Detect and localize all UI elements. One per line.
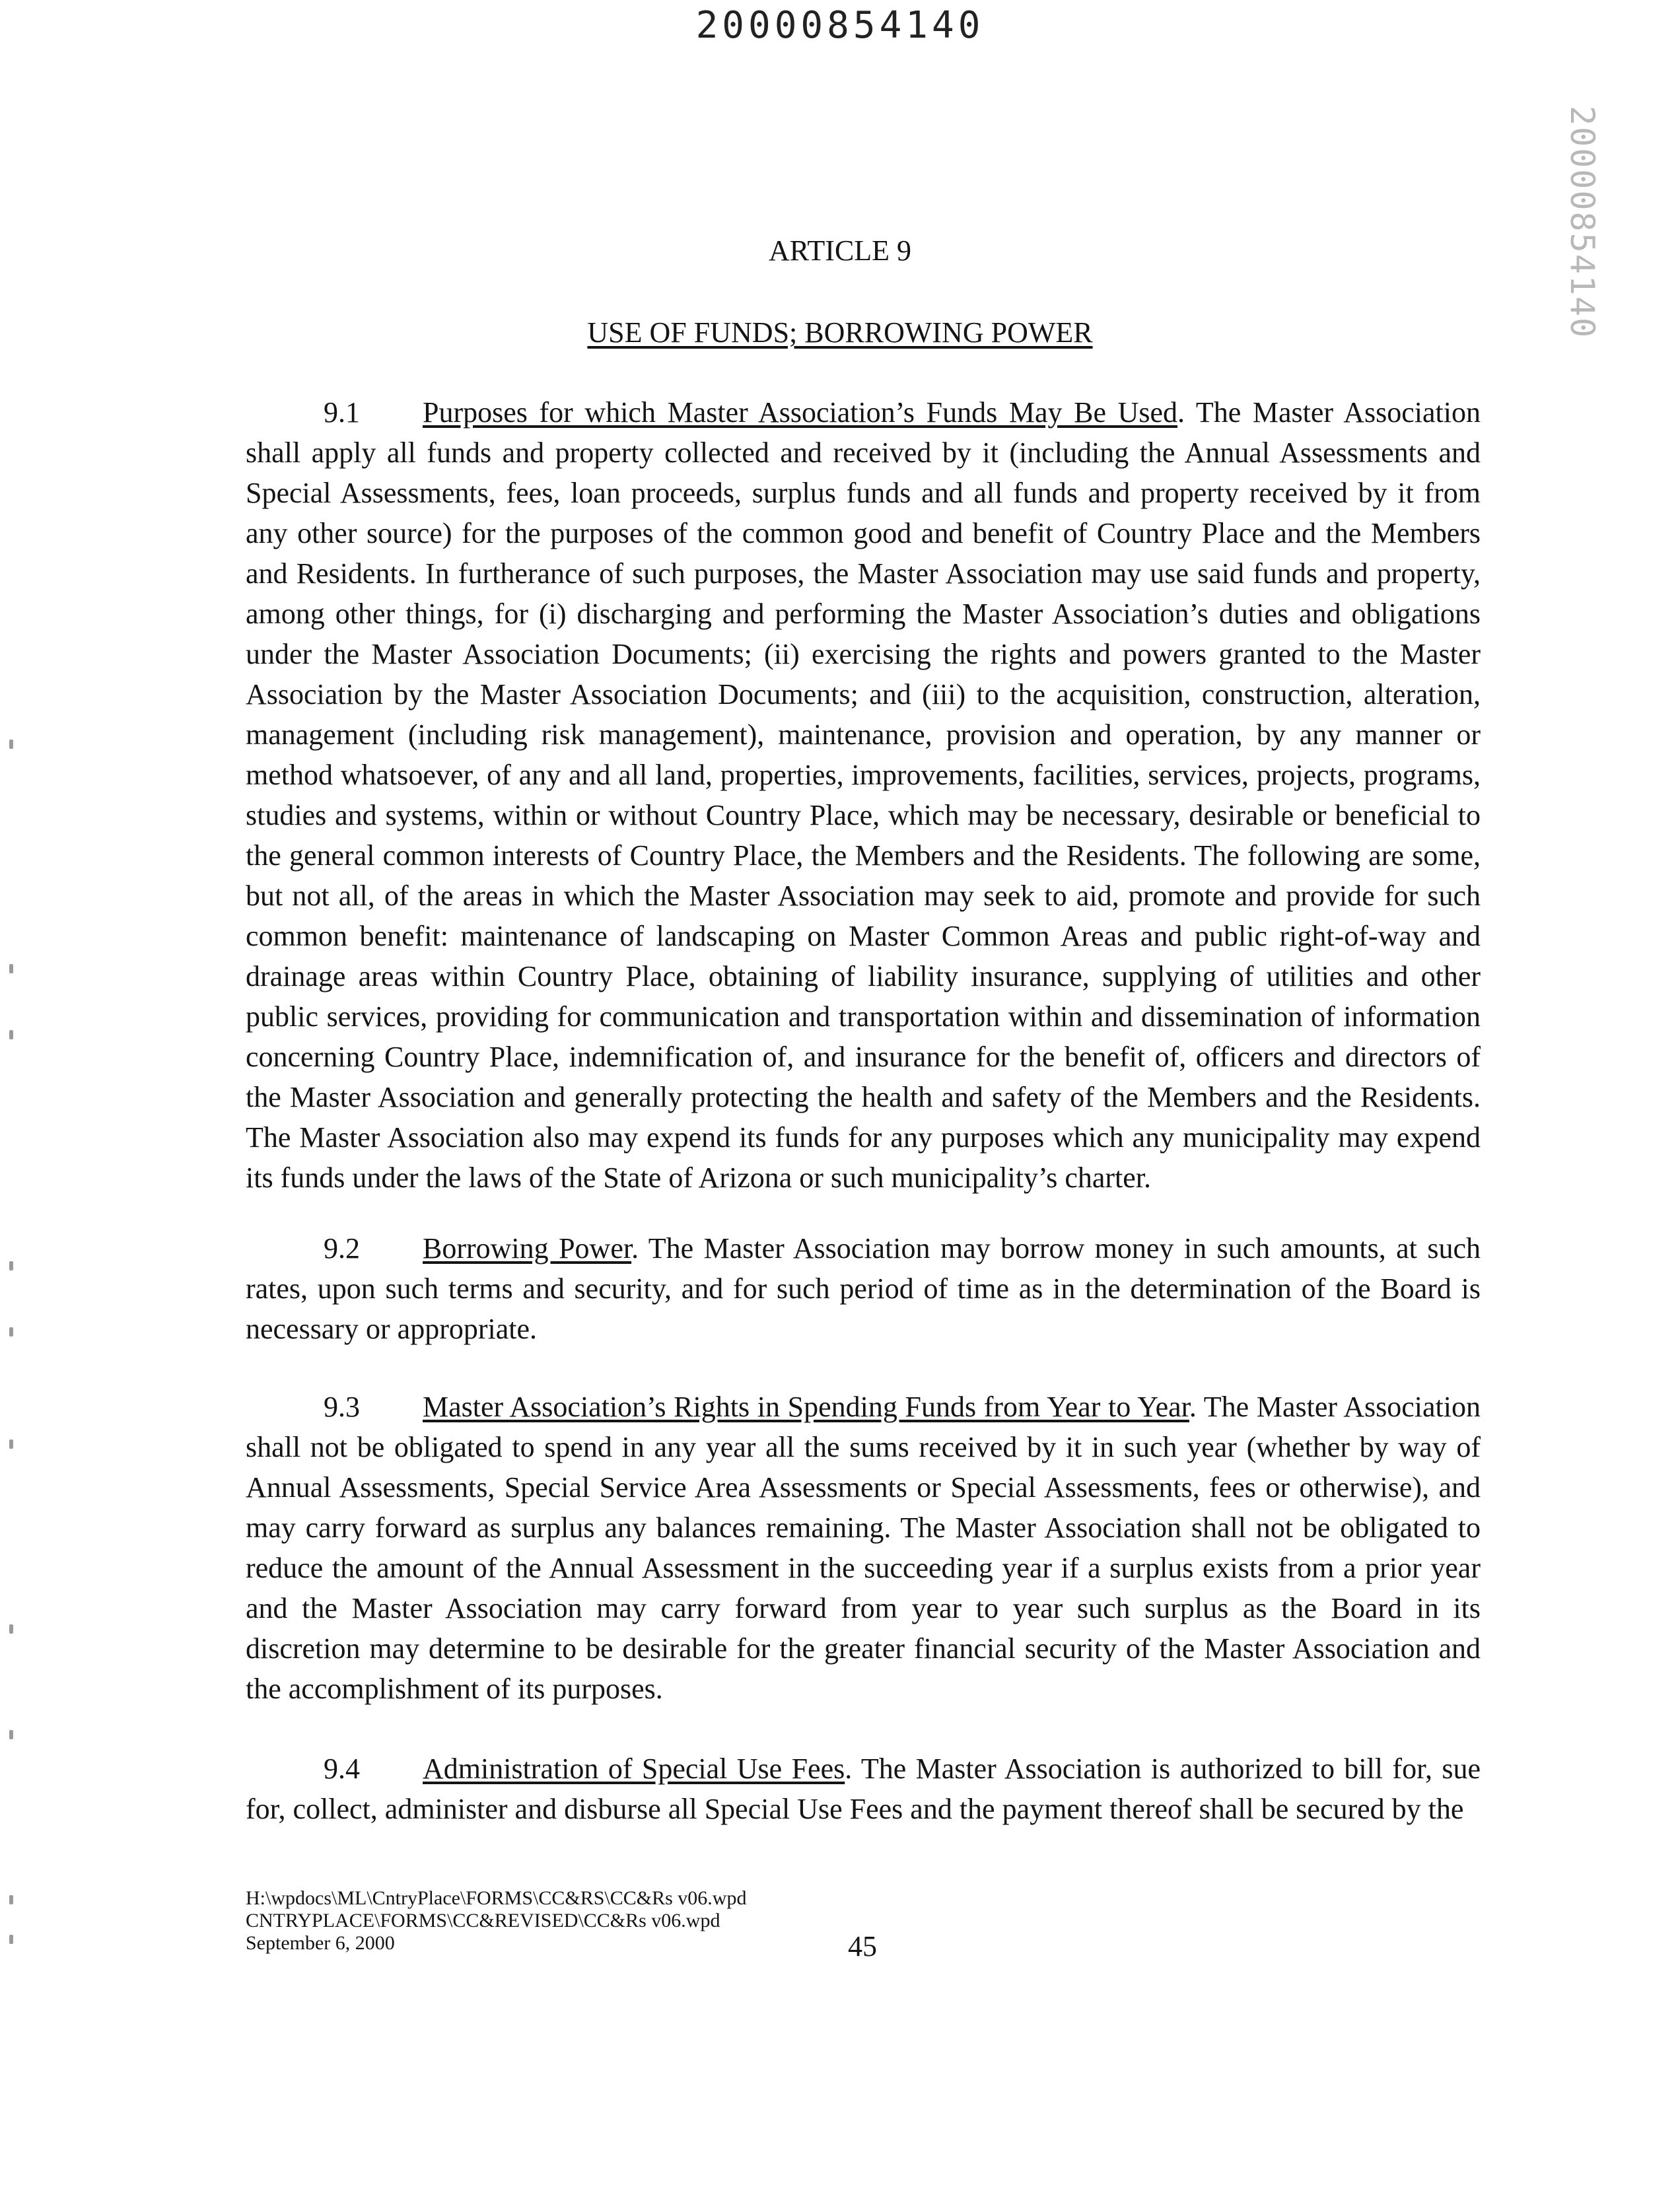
section-title: Administration of Special Use Fees <box>423 1753 845 1785</box>
section-9-1: 9.1 Purposes for which Master Association’s Funds May Be Used. The Master Association shall apply all funds and property collected and received by it (including the Annual Assessments and Special Assessments, fees, loan proceeds, surplus funds and all funds and property received by it from any other source) for the purposes of the common good and benefit of Country Place and the Members and Residents. In furtherance of such purposes, the Master Association may use said funds and property, among other things, for (i) discharging and performing the Master Association’s duties and obligations under the Master Association Documents; (ii) exercising the rights and powers granted to the Master Association by the Master Association Documents; and (iii) to the acquisition, construction, alteration, management (including risk management), maintenance, provision and operation, by any manner or method whatsoever, of any and all land, properties, improvements, facilities, services, projects, programs, studies and systems, within or without Country Place, which may be necessary, desirable or beneficial to the general common interests of Country Place, the Members and the Residents. The following are some, but not all, of the areas in which the Master Association may seek to aid, promote and provide for such common benefit: maintenance of landscaping on Master Common Areas and public right-of-way and drainage areas within Country Place, obtaining of liability insurance, supplying of utilities and other public services, providing for communication and transportation within and dissemination of information concerning Country Place, indemnification of, and insurance for the benefit of, officers and directors of the Master Association and generally protecting the health and safety of the Members and the Residents. The Master Association also may expend its funds for any purposes which any municipality may expend its funds under the laws of the State of Arizona or such municipality’s charter. <box>246 392 1481 1198</box>
scan-speck <box>9 1440 13 1449</box>
footer-path-1: H:\wpdocs\ML\CntryPlace\FORMS\CC&RS\CC&Rs v06.wpd <box>246 1887 747 1909</box>
scan-speck <box>9 1730 13 1739</box>
section-text: The Master Association shall not be obligated to spend in any year all the sums received by it in such year (whether by way of Annual Assessments, Special Service Area Assessments or Special Assessments, fees or otherwise), and may carry forward as surplus any balances remaining. The Master Association shall not be obligated to reduce the amount of the Annual Assessment in the succeeding year if a surplus exists from a prior year and the Master Association may carry forward from year to year such surplus as the Board in its discretion may determine to be desirable for the greater financial security of the Master Association and the accomplishment of its purposes. <box>246 1391 1481 1705</box>
page-number: 45 <box>848 1930 877 1962</box>
footer <box>246 1887 746 1955</box>
section-number: 9.2 <box>324 1232 360 1265</box>
section-number: 9.4 <box>324 1753 360 1785</box>
document-number: 20000854140 <box>695 4 985 47</box>
section-title: Purposes for which Master Association’s Funds May Be Used <box>423 396 1178 429</box>
section-title: Borrowing Power <box>423 1232 632 1265</box>
scan-speck <box>9 1327 13 1336</box>
side-stamp-text: 20000854140 <box>1563 106 1601 339</box>
section-number: 9.1 <box>324 396 360 429</box>
section-number: 9.3 <box>324 1391 360 1423</box>
section-text: The Master Association is authorized to bill for, sue for, collect, administer and disburse all Special Use Fees and the payment thereof shall be secured by the <box>246 1753 1481 1825</box>
section-9-3: 9.3 Master Association’s Rights in Spending Funds from Year to Year. The Master Association shall not be obligated to spend in any year all the sums received by it in such year (whether by way of Annual Assessments, Special Service Area Assessments or Special Assessments, fees or otherwise), and may carry forward as surplus any balances remaining. The Master Association shall not be obligated to reduce the amount of the Annual Assessment in the succeeding year if a surplus exists from a prior year and the Master Association may carry forward from year to year such surplus as the Board in its discretion may determine to be desirable for the greater financial security of the Master Association and the accomplishment of its purposes. <box>246 1387 1481 1709</box>
section-text: The Master Association shall apply all funds and property collected and received by it (including the Annual Assessments and Special Assessments, fees, loan proceeds, surplus funds and all funds and property received by it from any other source) for the purposes of the common good and benefit of Country Place and the Members and Residents. In furtherance of such purposes, the Master Association may use said funds and property, among other things, for (i) discharging and performing the Master Association’s duties and obligations under the Master Association Documents; (ii) exercising the rights and powers granted to the Master Association by the Master Association Documents; and (iii) to the acquisition, construction, alteration, management (including risk management), maintenance, provision and operation, by any manner or method whatsoever, of any and all land, properties, improvements, facilities, services, projects, programs, studies and systems, within or without Country Place, which may be necessary, desirable or beneficial to the general common interests of Country Place, the Members and the Residents. The following are some, but not all, of the areas in which the Master Association may seek to aid, promote and provide for such common benefit: maintenance of landscaping on Master Common Areas and public right-of-way and drainage areas within Country Place, obtaining of liability insurance, supplying of utilities and other public services, providing for communication and transportation within and dissemination of information concerning Country Place, indemnification of, and insurance for the benefit of, officers and directors of the Master Association and generally protecting the health and safety of the Members and the Residents. The Master Association also may expend its funds for any purposes which any municipality may expend its funds under the laws of the State of Arizona or such municipality’s charter. <box>246 396 1481 1194</box>
section-9-4: 9.4 Administration of Special Use Fees. The Master Association is authorized to bill for, sue for, collect, administer and disburse all Special Use Fees and the payment thereof shall be secured by the <box>246 1749 1481 1829</box>
article-title: ARTICLE 9 <box>768 234 912 267</box>
footer-date: September 6, 2000 <box>246 1932 395 1954</box>
scan-speck <box>9 964 13 973</box>
section-heading: USE OF FUNDS; BORROWING POWER <box>587 316 1093 349</box>
section-text: The Master Association may borrow money in such amounts, at such rates, upon such terms and security, and for such period of time as in the determination of the Board is necessary or appropriate. <box>246 1232 1481 1345</box>
scan-speck <box>9 1935 13 1944</box>
scan-speck <box>9 1895 13 1904</box>
scan-speck <box>9 740 13 749</box>
scan-speck <box>9 1624 13 1634</box>
section-9-2: 9.2 Borrowing Power. The Master Association may borrow money in such amounts, at such rates, upon such terms and security, and for such period of time as in the determination of the Board is necessary or appropriate. <box>246 1228 1481 1349</box>
section-title: Master Association’s Rights in Spending Funds from Year to Year <box>423 1391 1189 1423</box>
scan-speck <box>9 1261 13 1270</box>
side-stamp <box>1555 106 1621 343</box>
footer-path-2: CNTRYPLACE\FORMS\CC&REVISED\CC&Rs v06.wpd <box>246 1910 720 1931</box>
scan-speck <box>9 1030 13 1039</box>
